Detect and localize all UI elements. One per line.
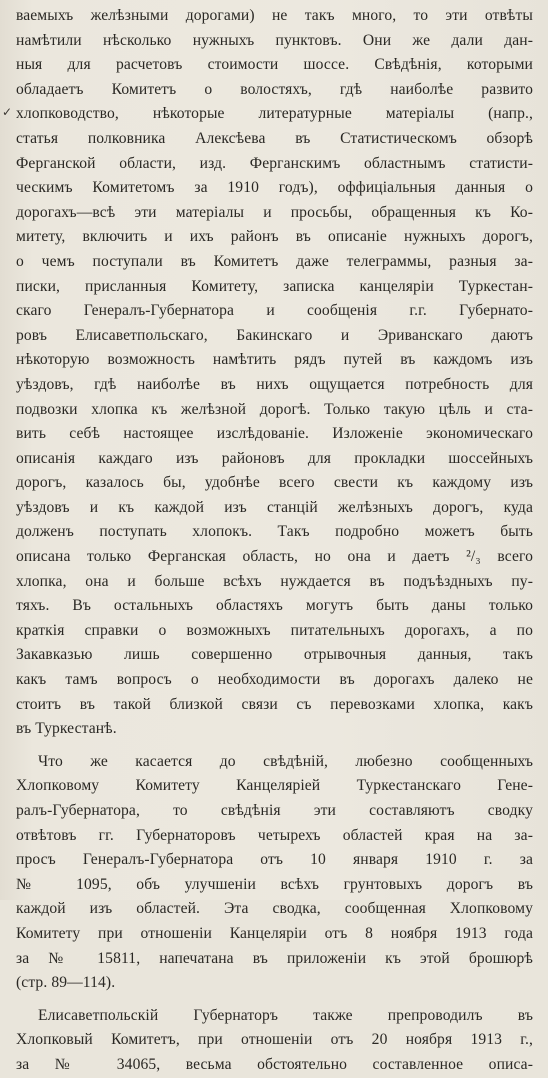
text-line: статья полковника Алексѣева въ Статистическомъ обзорѣ: [16, 129, 533, 147]
paragraph-2: [16, 750, 533, 996]
text-line: краткія справки о возможныхъ питательныхъ дорогахъ, а по: [16, 621, 533, 639]
text-line: Хлопковому Комитету Канцеляріей Туркестанскаго Гене-: [16, 777, 533, 795]
text-line: тяхъ. Въ остальныхъ областяхъ могутъ быть даны только: [16, 597, 533, 615]
text-line: ровъ Елисаветпольскаго, Бакинскаго и Эриванскаго даютъ: [16, 326, 533, 344]
paragraph-3: [16, 1004, 533, 1078]
paragraph-1: [16, 4, 533, 742]
text-line: хлопководство, нѣкоторые литературные матеріалы (напр.,: [16, 105, 533, 123]
text-line: просъ Генералъ-Губернатора отъ 10 января 1910 г. за: [16, 851, 533, 869]
text-line: (стр. 89—114).: [16, 974, 116, 992]
text-line: Закавказью лишь совершенно отрывочныя данныя, такъ: [16, 646, 533, 664]
page-text: [16, 4, 533, 1078]
margin-pencil-mark: ✓: [2, 105, 13, 119]
text-line: ваемыхъ желѣзными дорогами) не такъ много, то эти отвѣты: [16, 7, 533, 24]
text-line: уѣздовъ, гдѣ наиболѣе въ нихъ ощущается потребность для: [16, 375, 533, 393]
text-line: какъ тамъ вопросъ о необходимости въ дорогахъ далеко не: [16, 671, 533, 689]
text-line: каждой изъ областей. Эта сводка, сообщенная Хлопковому: [16, 900, 533, 918]
text-line: вить себѣ настоящее изслѣдованіе. Изложеніе экономическаго: [16, 425, 533, 443]
text-line: за № 34065, весьма обстоятельно составленное описа-: [16, 1055, 533, 1073]
text-line: описана только Ферганская область, но она и даетъ ²/₃ всего: [16, 548, 533, 566]
text-line: нѣкоторую возможность намѣтить рядъ путей въ каждомъ изъ: [16, 351, 533, 369]
text-line: въ Туркестанѣ.: [16, 720, 117, 738]
text-line: писки, присланныя Комитету, записка канцеляріи Туркестан-: [16, 277, 533, 295]
text-line: стоитъ въ такой близкой связи съ перевозками хлопка, какъ: [16, 695, 533, 713]
text-line: отвѣтовъ гг. Губернаторовъ четырехъ областей края на за-: [16, 826, 533, 844]
text-line: ралъ-Губернатора, то свѣдѣнія эти составляютъ сводку: [16, 802, 533, 819]
paragraph-gap: [16, 996, 533, 1004]
text-line: уѣздовъ и къ каждой изъ станцій желѣзныхъ дорогъ, куда: [16, 498, 533, 516]
text-line: митету, включить и ихъ районъ въ описаніе нужныхъ дорогъ,: [16, 228, 533, 246]
text-line: Ферганской области, изд. Ферганскимъ областнымъ статисти-: [16, 154, 533, 172]
text-line: долженъ поступать хлопокъ. Такъ подробно можетъ быть: [16, 523, 533, 541]
text-line: ческимъ Комитетомъ за 1910 годъ), оффиціальныя данныя о: [16, 179, 533, 197]
text-line: о чемъ поступали въ Комитетъ даже телеграммы, разныя за-: [16, 252, 533, 270]
text-line: ныя для расчетовъ стоимости шоссе. Свѣдѣнія, которыми: [16, 56, 533, 74]
paragraph-gap: [16, 742, 533, 750]
text-line: намѣтили нѣсколько нужныхъ пунктовъ. Они же дали дан-: [16, 31, 533, 49]
text-line: подвозки хлопка къ желѣзной дорогѣ. Только такую цѣль и ста-: [16, 400, 533, 418]
text-line: Хлопковый Комитетъ, при отношеніи отъ 20 ноября 1913 г.,: [16, 1031, 533, 1049]
text-line: дорогъ, казалось бы, удобнѣе всего свести къ каждому изъ: [16, 474, 533, 492]
text-line: обладаетъ Комитетъ о волостяхъ, гдѣ наиболѣе развито: [16, 80, 533, 98]
text-line: за № 15811, напечатана въ приложеніи къ этой брошюрѣ: [16, 949, 533, 967]
text-line: хлопка, она и больше всѣхъ нуждается въ подъѣздныхъ пу-: [16, 572, 533, 590]
text-line: скаго Генералъ-Губернатора и сообщенія г.г. Губернато-: [16, 302, 533, 320]
text-line: № 1095, объ улучшеніи всѣхъ грунтовыхъ дорогъ въ: [16, 875, 533, 893]
text-line: дорогахъ—всѣ эти матеріалы и просьбы, обращенныя къ Ко-: [16, 203, 533, 221]
text-line: описанія каждаго изъ районовъ для прокладки шоссейныхъ: [16, 449, 533, 467]
text-line: Что же касается до свѣдѣній, любезно сообщенныхъ: [38, 752, 533, 770]
text-line: Комитету при отношеніи Канцеляріи отъ 8 ноября 1913 года: [16, 924, 533, 942]
text-line: Елисаветпольскій Губернаторъ также препроводилъ въ: [38, 1006, 533, 1024]
